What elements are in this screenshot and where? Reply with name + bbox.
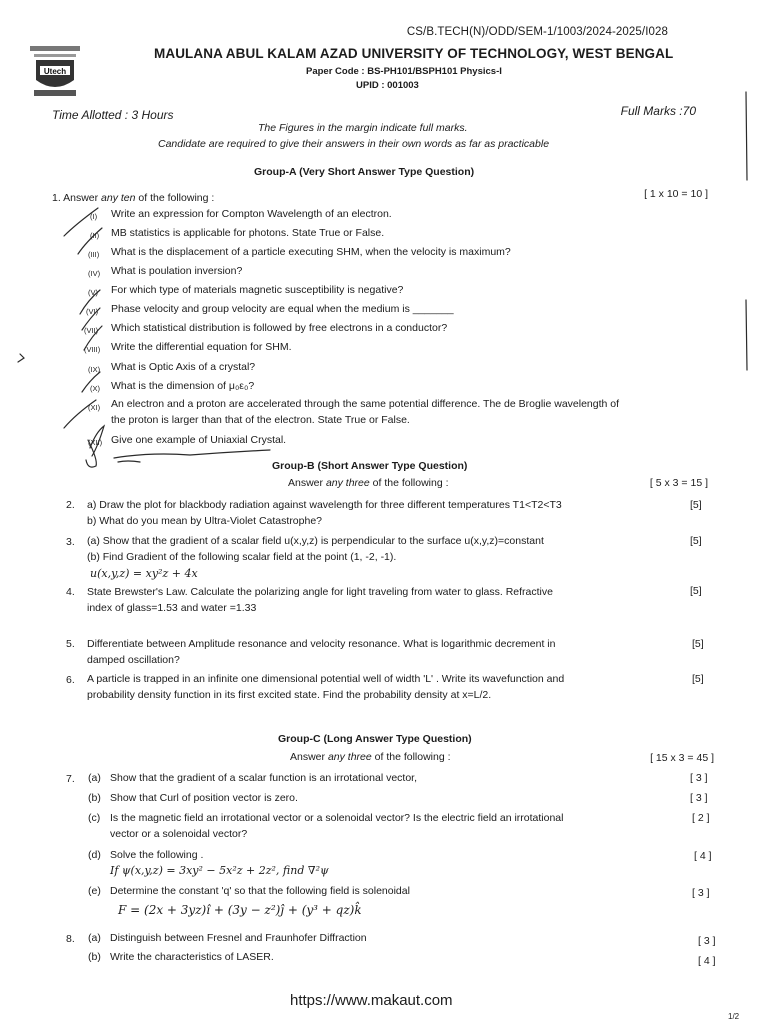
part-mark: [ 2 ]: [692, 812, 710, 824]
part-mark: [ 3 ]: [690, 772, 708, 784]
part-text: Write the characteristics of LASER.: [110, 951, 274, 963]
question-formula: u(x,y,z) = xy²z + 4x: [90, 567, 198, 580]
page-number: 1/2: [728, 1012, 740, 1021]
part-text: Show that the gradient of a scalar function is an irrotational vector,: [110, 772, 418, 784]
question-text: A particle is trapped in an infinite one dimensional potential well of width 'L' . Write its wavefunction and: [87, 673, 565, 685]
part-mark: [ 4 ]: [694, 850, 712, 862]
question-text: (b) Find Gradient of the following scalar field at the point (1, -2, -1).: [87, 551, 397, 563]
question-text: Differentiate between Amplitude resonance and velocity resonance. What is logarithmic decrement in: [87, 638, 556, 650]
list-item: What is Optic Axis of a crystal?: [111, 361, 256, 373]
part-label: (a): [88, 772, 101, 784]
question-number: 7.: [66, 773, 75, 785]
part-label: (a): [88, 932, 101, 944]
question-1-rest: of the following :: [138, 192, 215, 204]
item-number: (IV): [88, 269, 101, 278]
item-number: (V): [88, 288, 98, 297]
part-mark: [ 3 ]: [698, 935, 716, 947]
part-formula: If ψ(x,y,z) = 3xy² − 5x²z + 2z², find ∇²ψ: [110, 864, 329, 877]
group-b-sub-em: any three: [325, 477, 370, 489]
item-number: (XI): [88, 403, 101, 412]
list-item: For which type of materials magnetic susceptibility is negative?: [111, 284, 404, 296]
group-c-sub-post: of the following :: [374, 751, 451, 763]
list-item: An electron and a proton are accelerated through the same potential difference. The de Broglie wavelength of: [111, 398, 620, 410]
list-item: MB statistics is applicable for photons. State True or False.: [111, 227, 385, 239]
question-1-label: 1. Answer: [52, 192, 99, 204]
instruction-note-2: Candidate are required to give their answers in their own words as far as practicable: [158, 138, 550, 150]
part-label: (d): [88, 849, 101, 861]
instruction-note-1: The Figures in the margin indicate full marks.: [258, 122, 468, 134]
item-number: (XII): [88, 438, 103, 447]
list-item: Write the differential equation for SHM.: [111, 341, 292, 353]
question-text: State Brewster's Law. Calculate the polarizing angle for light traveling from water to glass. Refractive: [87, 586, 553, 598]
question-number: 4.: [66, 586, 75, 598]
question-number: 5.: [66, 638, 75, 650]
item-number: (II): [90, 231, 100, 240]
part-mark: [ 3 ]: [690, 792, 708, 804]
part-text-continued: vector or a solenoidal vector?: [110, 828, 248, 840]
question-number: 3.: [66, 536, 75, 548]
question-text: damped oscillation?: [87, 654, 180, 666]
question-mark: [5]: [690, 499, 702, 511]
list-item: Write an expression for Compton Wavelength of an electron.: [111, 208, 392, 220]
paper-code-header: CS/B.TECH(N)/ODD/SEM-1/1003/2024-2025/I028: [406, 26, 668, 38]
part-formula: F = (2x + 3yz)î + (3y − z²)ĵ + (y³ + qz)k̂: [118, 903, 362, 917]
question-text: (a) Show that the gradient of a scalar field u(x,y,z) is perpendicular to the surface u(x,y,z)=constant: [87, 535, 544, 547]
part-label: (b): [88, 951, 101, 963]
question-mark: [5]: [690, 585, 702, 597]
list-item: What is the dimension of μ₀ε₀?: [111, 380, 255, 392]
question-1-choice: any ten: [101, 192, 136, 204]
part-mark: [ 4 ]: [698, 955, 716, 967]
item-number: (VII): [84, 326, 99, 335]
list-item-continued: the proton is larger than that of the electron. State True or False.: [111, 414, 410, 426]
full-marks: Full Marks :70: [620, 104, 696, 118]
upid: UPID : 001003: [356, 80, 419, 91]
list-item: Which statistical distribution is followed by free electrons in a conductor?: [111, 322, 448, 334]
group-a-marks: [ 1 x 10 = 10 ]: [644, 188, 708, 200]
paper-code: Paper Code : BS-PH101/BSPH101 Physics-I: [306, 66, 502, 77]
list-item: Phase velocity and group velocity are equal when the medium is _______: [111, 303, 454, 315]
part-text: Solve the following .: [110, 849, 204, 861]
time-allotted: Time Allotted : 3 Hours: [52, 108, 174, 122]
svg-text:Utech: Utech: [43, 67, 67, 76]
question-number: 2.: [66, 499, 75, 511]
part-text: Show that Curl of position vector is zero.: [110, 792, 298, 804]
list-item: Give one example of Uniaxial Crystal.: [111, 434, 287, 446]
question-text: a) Draw the plot for blackbody radiation against wavelength for three different temperatures T1<T2<T3: [87, 499, 562, 511]
question-number: 8.: [66, 933, 75, 945]
group-c-sub-em: any three: [327, 751, 372, 763]
item-number: (VIII): [84, 345, 101, 354]
part-label: (c): [88, 812, 101, 824]
part-mark: [ 3 ]: [692, 887, 710, 899]
question-number: 6.: [66, 674, 75, 686]
part-text: Is the magnetic field an irrotational vector or a solenoidal vector? Is the electric field an irrotational: [110, 812, 564, 824]
group-c-sub-pre: Answer: [290, 751, 326, 763]
university-name: MAULANA ABUL KALAM AZAD UNIVERSITY OF TECHNOLOGY, WEST BENGAL: [154, 46, 674, 61]
part-text: Determine the constant 'q' so that the following field is solenoidal: [110, 885, 410, 897]
part-label: (b): [88, 792, 101, 804]
question-text: b) What do you mean by Ultra-Violet Catastrophe?: [87, 515, 323, 527]
question-mark: [5]: [692, 673, 704, 685]
group-b-marks: [ 5 x 3 = 15 ]: [649, 477, 708, 489]
group-a-title: Group-A (Very Short Answer Type Question): [254, 166, 475, 178]
group-b-sub-post: of the following :: [372, 477, 449, 489]
item-number: (X): [90, 384, 100, 393]
question-mark: [5]: [692, 638, 704, 650]
group-c-marks: [ 15 x 3 = 45 ]: [650, 752, 714, 764]
footer-url: https://www.makaut.com: [290, 992, 453, 1009]
list-item: What is the displacement of a particle executing SHM, when the velocity is maximum?: [111, 246, 511, 258]
item-number: (VI): [86, 307, 99, 316]
item-number: (I): [90, 212, 98, 221]
question-text: probability density function in its first excited state. Find the probability density at x=L/2.: [87, 689, 492, 701]
item-number: (III): [88, 250, 100, 259]
group-c-title: Group-C (Long Answer Type Question): [278, 733, 472, 745]
part-label: (e): [88, 885, 101, 897]
list-item: What is poulation inversion?: [111, 265, 243, 277]
group-b-title: Group-B (Short Answer Type Question): [272, 460, 468, 472]
item-number: (IX): [88, 365, 101, 374]
question-mark: [5]: [690, 535, 702, 547]
part-text: Distinguish between Fresnel and Fraunhofer Diffraction: [110, 932, 367, 944]
group-b-sub-pre: Answer: [288, 477, 324, 489]
question-text: index of glass=1.53 and water =1.33: [87, 602, 257, 614]
